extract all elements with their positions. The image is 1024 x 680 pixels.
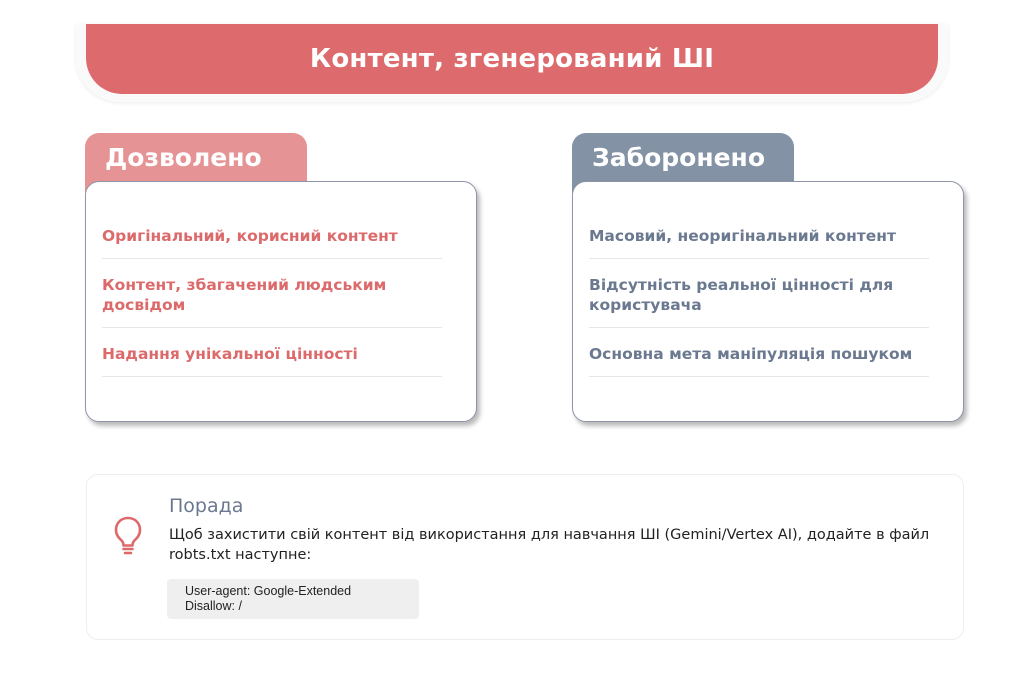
code-line: Disallow: /: [185, 599, 242, 613]
forbidden-item: Масовий, неоригінальний контент: [589, 208, 929, 259]
forbidden-item: Основна мета маніпуляція пошуком: [589, 328, 929, 377]
page-title: Контент, згенерований ШІ: [309, 44, 715, 74]
forbidden-card: [572, 181, 964, 422]
forbidden-tab: Заборонено: [572, 133, 794, 193]
allowed-card: [85, 181, 477, 422]
allowed-tab: Дозволено: [85, 133, 307, 193]
lightbulb-icon: [113, 515, 143, 557]
page-header: [86, 24, 938, 94]
tip-text: Щоб захистити свій контент від використання для навчання ШІ (Gemini/Vertex AI), додайте в файл robts.txt наступне:: [169, 527, 930, 563]
code-block: [167, 579, 419, 619]
allowed-item: Надання унікальної цінності: [102, 328, 442, 377]
allowed-item: Контент, збагачений людським досвідом: [102, 259, 442, 328]
code-line: User-agent: Google-Extended: [185, 584, 352, 598]
allowed-item: Оригінальний, корисний контент: [102, 208, 442, 259]
tip-title: Порада: [169, 495, 244, 517]
tip-box: [86, 474, 964, 640]
forbidden-item: Відсутність реальної цінності для користувача: [589, 259, 929, 328]
